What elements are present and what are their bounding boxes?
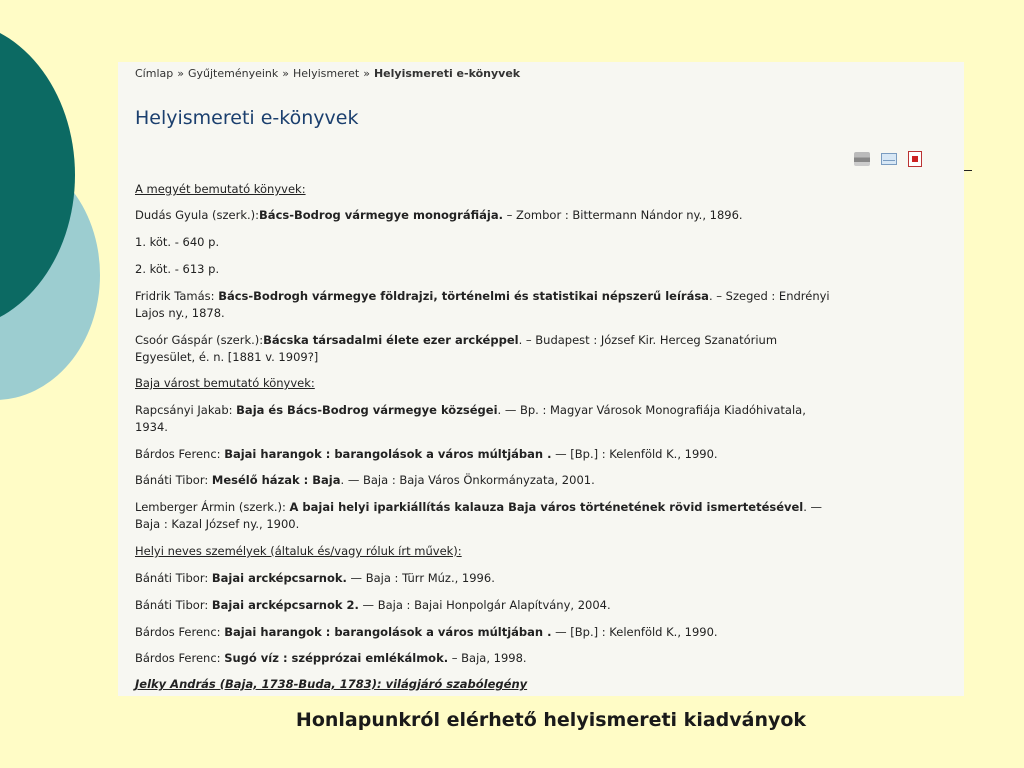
breadcrumb-collections[interactable]: Gyűjteményeink [187,67,279,80]
breadcrumb [135,67,520,80]
entry-title[interactable]: Mesélő házak : Baja [211,473,341,487]
list-item [135,597,950,614]
entry-publication: Lajos ny., 1878. [135,306,225,320]
entry-author: Fridrik Tamás: [135,289,219,303]
entry-author: Csoór Gáspár (szerk.): [135,333,264,347]
list-item [135,332,950,366]
entry-publication: – Zombor : Bittermann Nándor ny., 1896. [502,208,743,222]
entry-publication: Baja : Kazal József ny., 1900. [135,517,300,531]
page-title: Helyismereti e-könyvek [135,107,359,129]
list-item[interactable]: 1. köt. - 640 p. [135,235,220,249]
entry-publication: . — Baja : Baja Város Önkormányzata, 2001. [340,473,595,487]
entry-author: Bánáti Tibor: [135,598,212,612]
pdf-icon[interactable] [908,151,922,167]
entry-author: Bárdos Ferenc: [135,625,225,639]
entry-publication: — Baja : Türr Múz., 1996. [346,571,495,585]
list-item [135,472,950,489]
entry-publication: . – Szeged : Endrényi [708,289,830,303]
entry-title[interactable]: Baja és Bács-Bodrog vármegye községei [236,403,498,417]
entry-publication: 1934. [135,420,168,434]
list-item [135,499,950,533]
email-icon[interactable] [881,153,897,165]
slide-caption: Honlapunkról elérhető helyismereti kiadványok [295,709,807,731]
list-item [135,650,950,667]
entry-publication: — [Bp.] : Kelenföld K., 1990. [551,625,718,639]
breadcrumb-separator: » [282,67,289,80]
section-heading-baja[interactable]: Baja várost bemutató könyvek: [135,376,315,390]
entry-publication: . — [803,500,823,514]
entry-publication: – Baja, 1998. [448,651,527,665]
section-heading-county[interactable]: A megyét bemutató könyvek: [135,182,306,196]
entry-title[interactable]: A bajai helyi iparkiállítás kalauza Baja város történetének rövid ismertetésével [289,500,804,514]
entry-title[interactable]: Bajai harangok : barangolások a város múltjában . [224,625,552,639]
entry-author: Rapcsányi Jakab: [135,403,237,417]
entry-title[interactable]: Bajai harangok : barangolások a város múltjában . [224,447,552,461]
entry-title[interactable]: Bácska társadalmi élete ezer arcképpel [263,333,519,347]
breadcrumb-current: Helyismereti e-könyvek [373,67,521,80]
list-item [135,207,950,224]
entry-title[interactable]: Bács-Bodrogh vármegye földrajzi, történelmi és statistikai népszerű leírása [218,289,709,303]
entry-author: Bárdos Ferenc: [135,447,225,461]
breadcrumb-separator: » [177,67,184,80]
breadcrumb-home[interactable]: Címlap [135,67,174,80]
divider [964,170,972,171]
entry-publication: — [Bp.] : Kelenföld K., 1990. [551,447,718,461]
person-link-jelky[interactable]: Jelky András (Baja, 1738-Buda, 1783): világjáró szabólegény [135,677,528,691]
entry-author: Bánáti Tibor: [135,571,212,585]
section-heading-people[interactable]: Helyi neves személyek (általuk és/vagy róluk írt művek): [135,544,462,558]
website-screenshot [118,62,964,696]
print-icon[interactable] [854,152,870,166]
entry-publication: . – Budapest : József Kir. Herceg Szanatórium [518,333,778,347]
entry-author: Dudás Gyula (szerk.): [135,208,260,222]
breadcrumb-local-history[interactable]: Helyismeret [292,67,360,80]
entry-publication: — Baja : Bajai Honpolgár Alapítvány, 2004. [358,598,611,612]
list-item [135,288,950,322]
entry-publication: . — Bp. : Magyar Városok Monografiája Kiadóhivatala, [497,403,806,417]
entry-title[interactable]: Bajai arcképcsarnok. [211,571,347,585]
entry-author: Lemberger Ármin (szerk.): [135,500,290,514]
entry-title[interactable]: Bács-Bodrog vármegye monográfiája. [259,208,503,222]
entry-title[interactable]: Bajai arcképcsarnok 2. [211,598,359,612]
entry-author: Bárdos Ferenc: [135,651,225,665]
list-item [135,446,950,463]
breadcrumb-separator: » [363,67,370,80]
entry-title[interactable]: Sugó víz : szépprózai emlékálmok. [224,651,449,665]
list-item[interactable]: 2. köt. - 613 p. [135,262,220,276]
list-item [135,402,950,436]
page-tools [854,151,922,167]
list-item [135,570,950,587]
entry-publication: Egyesület, é. n. [1881 v. 1909?] [135,350,319,364]
entry-author: Bánáti Tibor: [135,473,212,487]
list-item [135,624,950,641]
